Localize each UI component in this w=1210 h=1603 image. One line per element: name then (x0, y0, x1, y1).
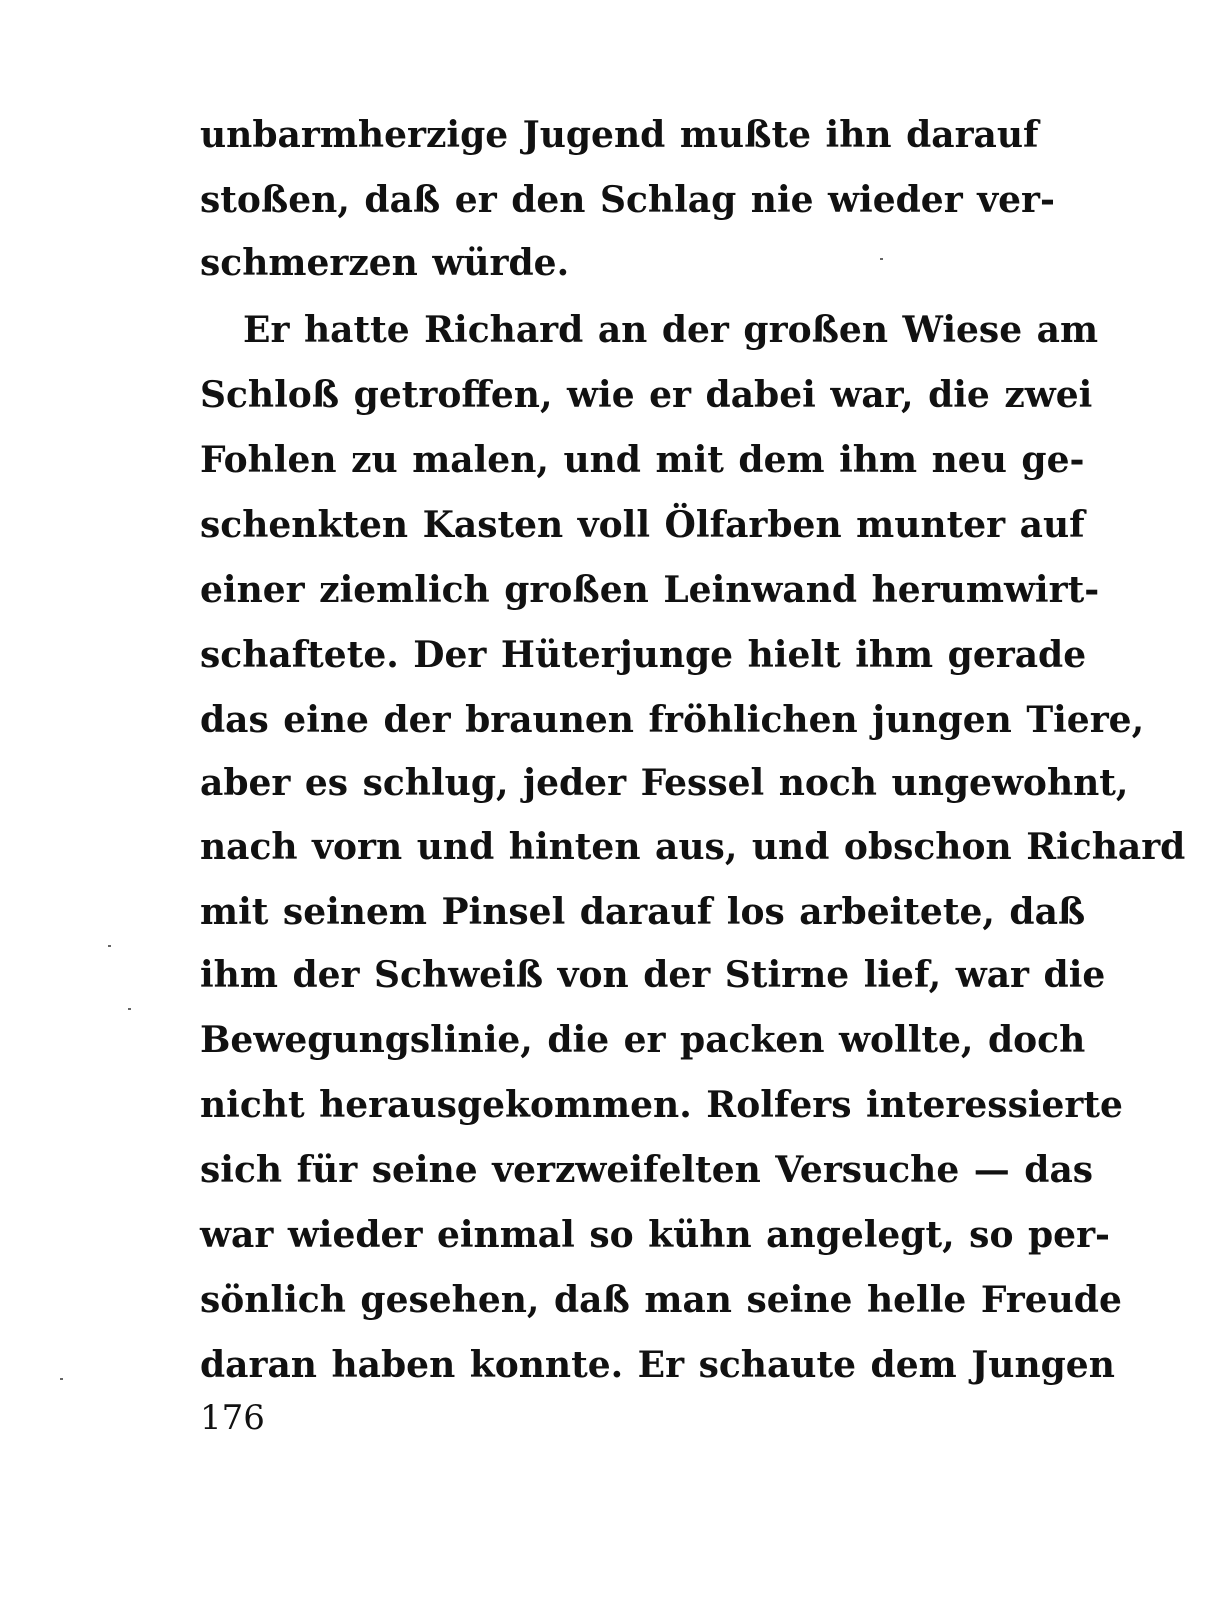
text-line: mit seinem Pinsel darauf los arbeitete, daß (200, 891, 1086, 933)
text-line: Schloß getroffen, wie er dabei war, die zwei (200, 374, 1093, 416)
text-line: sich für seine verzweifelten Versuche — das (200, 1149, 1094, 1191)
text-line: nicht herausgekommen. Rolfers interessierte (200, 1084, 1123, 1126)
text-line: unbarmherzige Jugend mußte ihn darauf (200, 114, 1039, 156)
text-line: nach vorn und hinten aus, und obschon Richard (200, 826, 1186, 868)
page-number: 176 (200, 1398, 265, 1438)
text-line: war wieder einmal so kühn angelegt, so per- (200, 1214, 1110, 1256)
text-line: Er hatte Richard an der großen Wiese am (243, 309, 1099, 351)
text-line: schenkten Kasten voll Ölfarben munter auf (200, 504, 1085, 546)
text-line: sönlich gesehen, daß man seine helle Freude (200, 1279, 1122, 1321)
text-line: schmerzen würde. (200, 242, 570, 284)
text-line: Fohlen zu malen, und mit dem ihm neu ge- (200, 439, 1085, 481)
scan-speck (108, 945, 111, 947)
text-line: daran haben konnte. Er schaute dem Jungen (200, 1344, 1115, 1386)
text-line: einer ziemlich großen Leinwand herumwirt- (200, 569, 1100, 611)
text-line: Bewegungslinie, die er packen wollte, doch (200, 1019, 1086, 1061)
text-line: das eine der braunen fröhlichen jungen Tiere, (200, 699, 1145, 741)
scan-speck (60, 1378, 63, 1380)
scan-speck (880, 258, 883, 260)
scan-speck (128, 1008, 131, 1010)
text-line: schaftete. Der Hüterjunge hielt ihm gerade (200, 634, 1087, 676)
text-line: aber es schlug, jeder Fessel noch ungewohnt, (200, 762, 1129, 804)
text-line: ihm der Schweiß von der Stirne lief, war die (200, 954, 1106, 996)
text-line: stoßen, daß er den Schlag nie wieder ver- (200, 179, 1055, 221)
